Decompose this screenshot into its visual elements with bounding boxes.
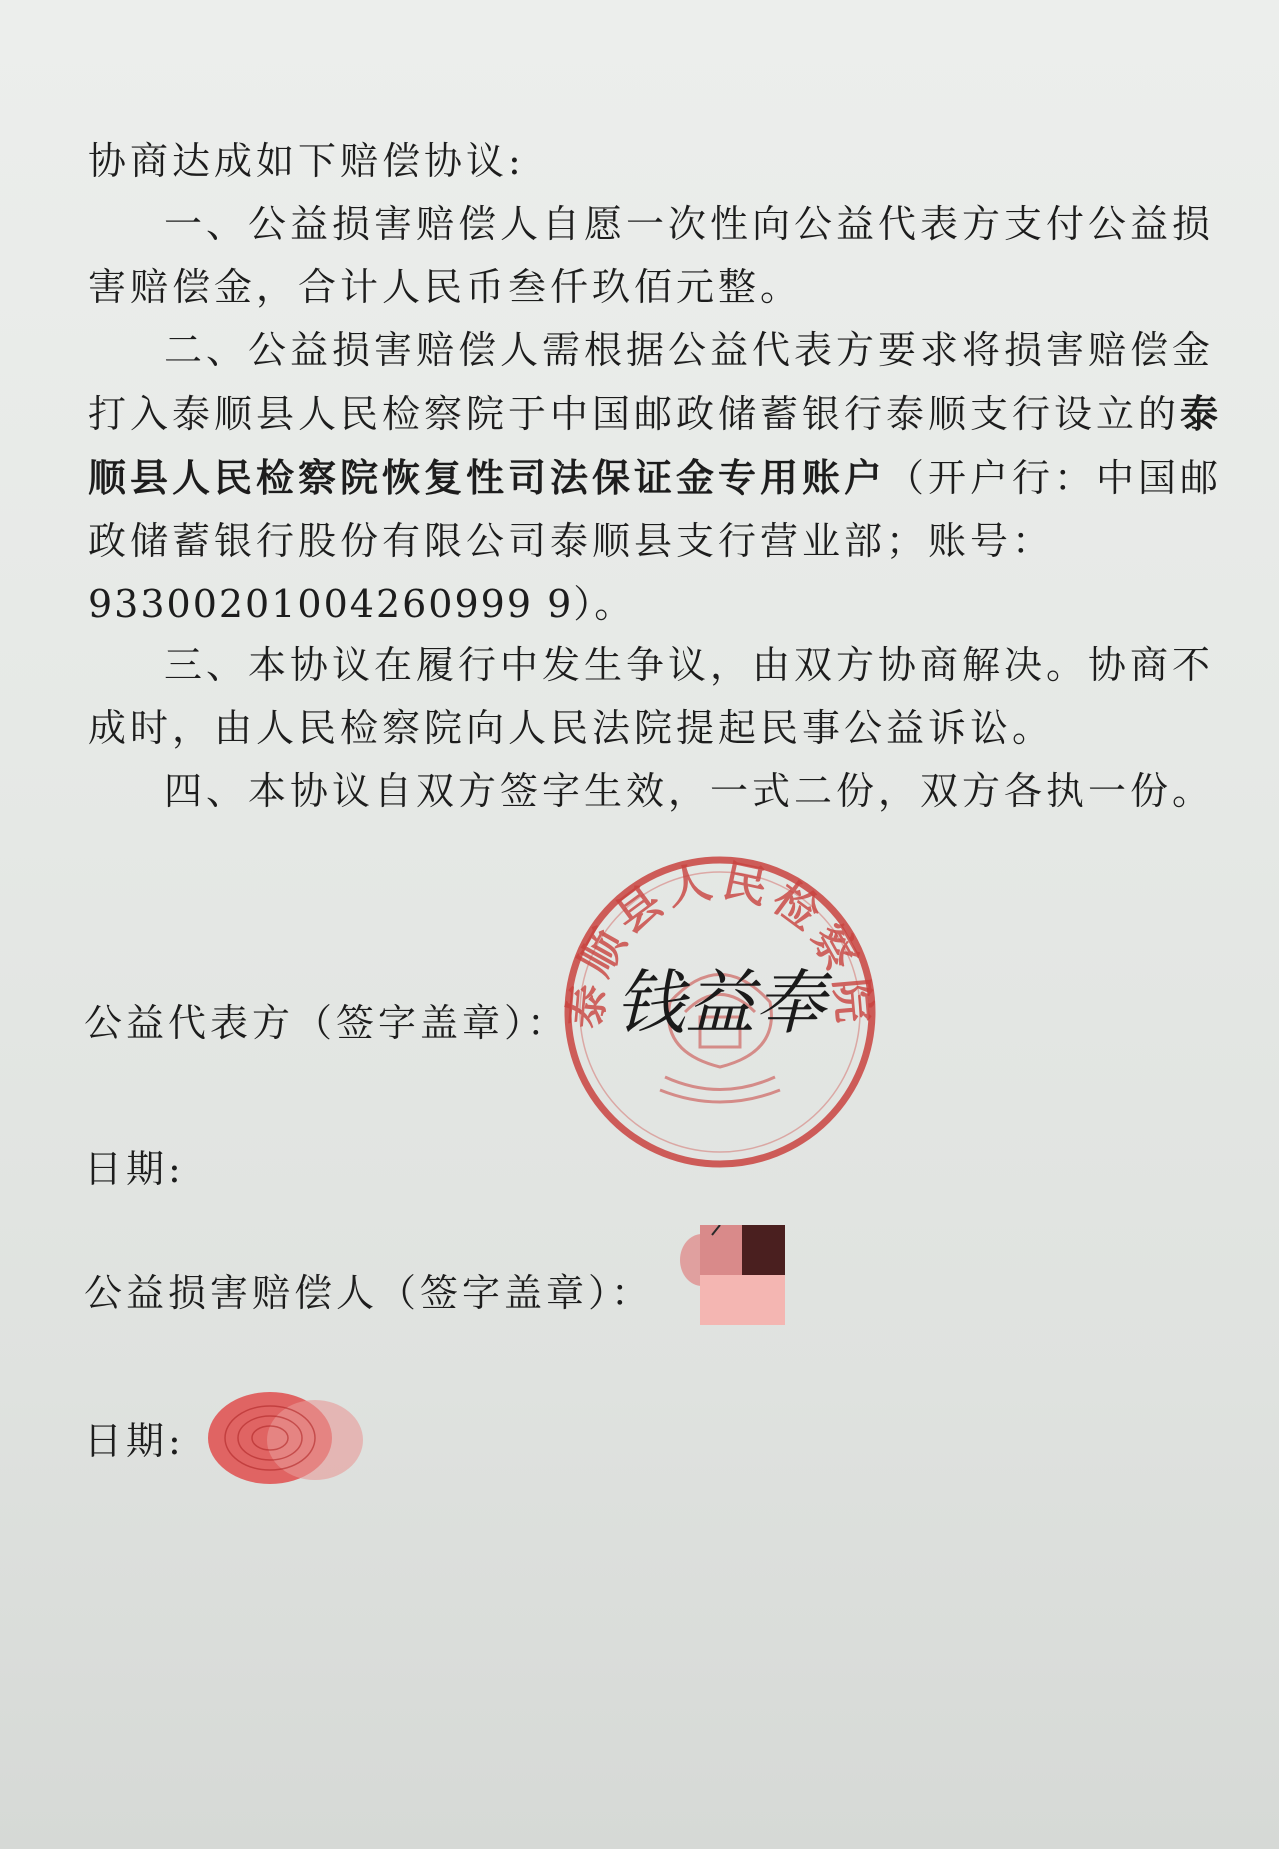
clause-3-line-1: 三、本协议在履行中发生争议，由双方协商解决。协商不 [164,643,1215,687]
representative-sign-label: 公益代表方（签字盖章）： [84,1001,570,1045]
procuratorate-seal-icon [560,852,880,1172]
account-name-bold: 顺县人民检察院恢复性司法保证金专用账户 [88,455,887,500]
clause-1-line-1: 一、公益损害赔偿人自愿一次性向公益代表方支付公益损 [164,202,1215,246]
clause-3-line-2: 成时，由人民检察院向人民法院提起民事公益诉讼。 [88,706,1055,750]
clause-2-line-2-bold: 泰 [1180,391,1223,436]
redacted-signature-icon [680,1225,785,1325]
clause-2-line-2 [88,382,1223,446]
agreement-opening [88,130,1188,193]
clause-2-line-3-plain: （开户行：中国邮 [886,456,1223,500]
opening-line: 协商达成如下赔偿协议: [88,139,525,183]
date-label-2: 日期: [84,1419,185,1463]
payer-sign-label: 公益损害赔偿人（签字盖章）： [84,1271,654,1315]
clause-4 [88,760,1215,823]
clause-1-line-2: 害赔偿金，合计人民币叁仟玖佰元整。 [88,265,803,309]
account-number-line: 93300201004260999 9）。 [88,582,635,626]
seal-text: 泰顺县人民检察院 [560,855,880,1031]
clause-2-line-3 [88,446,1223,510]
clause-2-line-1: 二、公益损害赔偿人需根据公益代表方要求将损害赔偿金 [164,328,1215,372]
clause-2-line-4: 政储蓄银行股份有限公司泰顺县支行营业部；账号： [88,519,1055,563]
clause-2 [88,319,1223,636]
clause-1 [88,193,1215,319]
representative-signature: 钱益奉 [615,962,825,1044]
date-label-1: 日期: [84,1147,185,1191]
clause-4-line-1: 四、本协议自双方签字生效，一式二份，双方各执一份。 [164,769,1215,813]
clause-3 [88,634,1215,760]
thumbprint-icon [200,1388,365,1488]
clause-2-line-2-plain: 打入泰顺县人民检察院于中国邮政储蓄银行泰顺支行设立的 [88,392,1181,436]
